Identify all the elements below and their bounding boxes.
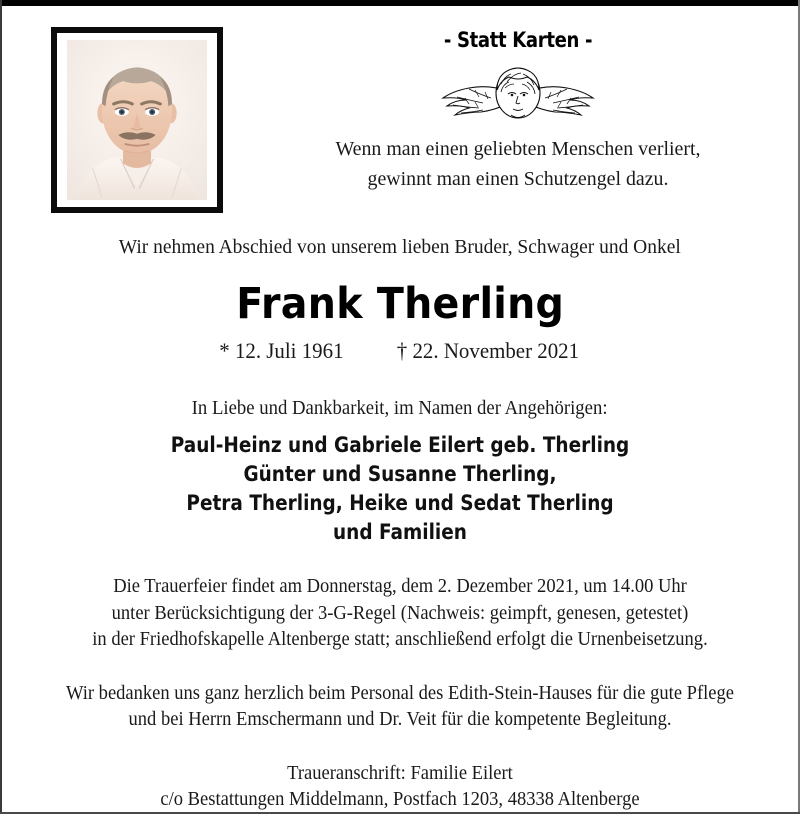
death-date: † 22. November 2021	[396, 338, 580, 363]
thanks-line: Wir bedanken uns ganz herzlich beim Personal des Edith-Stein-Hauses für die gute Pflege	[65, 682, 734, 704]
statt-karten-heading: - Statt Karten -	[443, 28, 593, 52]
portrait-photo	[67, 40, 207, 200]
family-name-line: und Familien	[333, 520, 467, 544]
portrait-frame	[51, 27, 223, 213]
motto-text	[238, 134, 798, 194]
farewell-lead-text: Wir nehmen Abschied von unserem lieben Bruder, Schwager und Onkel	[119, 236, 681, 258]
mourners-intro-text: In Liebe und Dankbarkeit, im Namen der Angehörigen:	[192, 398, 608, 419]
birth-date: * 12. Juli 1961	[219, 338, 344, 363]
address-line: Traueranschrift: Familie Eilert	[287, 762, 513, 784]
service-details	[2, 574, 798, 654]
family-name-line: Günter und Susanne Therling,	[243, 462, 557, 486]
thanks-line: und bei Herrn Emschermann und Dr. Veit für die kompetente Begleitung.	[128, 709, 672, 730]
service-line: Die Trauerfeier findet am Donnerstag, dem 2. Dezember 2021, um 14.00 Uhr	[113, 576, 687, 597]
motto-line-1: Wenn man einen geliebten Menschen verliert,	[335, 138, 701, 160]
notice-header	[2, 6, 798, 214]
deceased-name	[2, 279, 798, 329]
notice-body	[2, 214, 798, 814]
cherub-angel-glyph	[435, 62, 601, 124]
notice-content	[2, 6, 798, 812]
farewell-lead	[2, 236, 798, 259]
life-dates	[2, 338, 798, 364]
address-line: c/o Bestattungen Middelmann, Postfach 1203, 48338 Altenberge	[160, 789, 640, 810]
family-name-line: Paul-Heinz und Gabriele Eilert geb. Therling	[170, 433, 630, 457]
family-name-line: Petra Therling, Heike und Sedat Therling	[186, 491, 614, 515]
family-names	[2, 431, 798, 547]
service-line: in der Friedhofskapelle Altenberge statt; anschließend erfolgt die Urnenbeisetzung.	[92, 629, 708, 650]
thanks-note	[2, 681, 798, 734]
cherub-angel-icon	[238, 62, 798, 129]
motto-line-2: gewinnt man einen Schutzengel dazu.	[367, 168, 669, 190]
portrait-mat	[57, 33, 217, 207]
mourners-intro	[2, 398, 798, 420]
deceased-name-text: Frank Therling	[236, 279, 564, 329]
condolence-address	[2, 761, 798, 814]
service-line: unter Berücksichtigung der 3-G-Regel (Nachweis: geimpft, genesen, getestet)	[111, 602, 689, 624]
